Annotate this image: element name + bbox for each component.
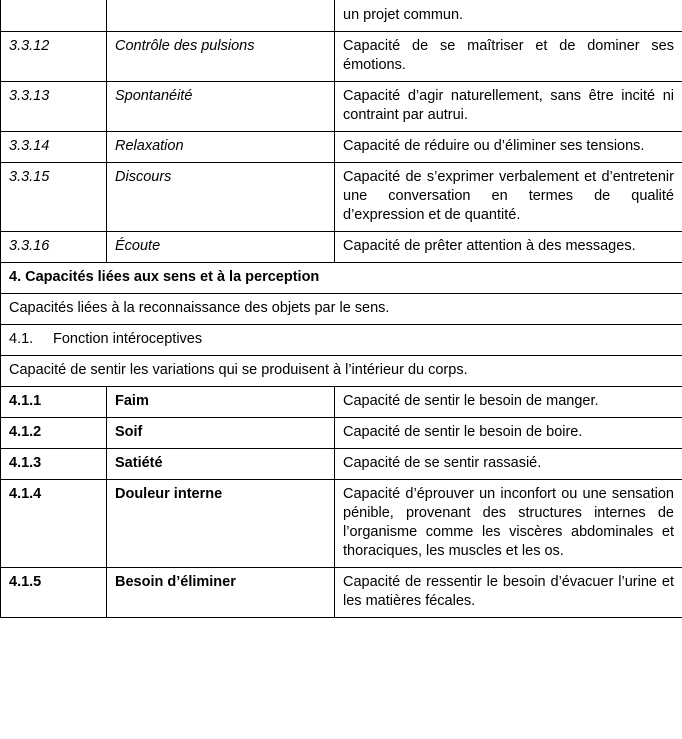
table-row xyxy=(1,418,682,449)
table-row xyxy=(1,480,682,568)
description-cell: Capacité de sentir le besoin de manger. xyxy=(335,387,682,418)
code-cell: 4.1.3 xyxy=(1,449,107,480)
table-row xyxy=(1,132,682,163)
table-row xyxy=(1,0,682,32)
description-cell: Capacité de ressentir le besoin d’évacuer l’urine et les matières fécales. xyxy=(335,568,682,618)
description-cell: Capacité d’agir naturellement, sans être incité ni contraint par autrui. xyxy=(335,82,682,132)
name-cell: Écoute xyxy=(107,232,335,263)
name-cell xyxy=(107,0,335,32)
code-cell: 3.3.16 xyxy=(1,232,107,263)
table-row xyxy=(1,163,682,232)
section-intro-row xyxy=(1,294,682,325)
code-cell: 3.3.15 xyxy=(1,163,107,232)
section-4-1-number: 4.1. xyxy=(9,331,34,347)
section-heading-row xyxy=(1,263,682,294)
description-cell: Capacité de se maîtriser et de dominer ses émotions. xyxy=(335,32,682,82)
code-cell: 4.1.4 xyxy=(1,480,107,568)
section-4-1-title: Fonction intéroceptives xyxy=(53,331,203,347)
subsection-intro-row xyxy=(1,356,682,387)
code-cell: 3.3.14 xyxy=(1,132,107,163)
table-row xyxy=(1,32,682,82)
name-cell: Spontanéité xyxy=(107,82,335,132)
description-cell: Capacité de sentir le besoin de boire. xyxy=(335,418,682,449)
description-cell: un projet commun. xyxy=(335,0,682,32)
description-cell: Capacité de prêter attention à des messages. xyxy=(335,232,682,263)
name-cell: Soif xyxy=(107,418,335,449)
table-row xyxy=(1,387,682,418)
code-cell: 3.3.12 xyxy=(1,32,107,82)
section-4-intro: Capacités liées à la reconnaissance des objets par le sens. xyxy=(1,294,682,325)
name-cell: Contrôle des pulsions xyxy=(107,32,335,82)
table-row xyxy=(1,82,682,132)
description-cell: Capacité d’éprouver un inconfort ou une sensation pénible, provenant des structures internes de l’organisme comme les viscères abdominales et thoraciques, les muscles et les os. xyxy=(335,480,682,568)
code-cell: 4.1.1 xyxy=(1,387,107,418)
section-4-1-intro: Capacité de sentir les variations qui se produisent à l’intérieur du corps. xyxy=(1,356,682,387)
name-cell: Douleur interne xyxy=(107,480,335,568)
subsection-heading-row xyxy=(1,325,682,356)
name-cell: Discours xyxy=(107,163,335,232)
code-cell: 4.1.2 xyxy=(1,418,107,449)
table-row xyxy=(1,449,682,480)
section-4-1-heading xyxy=(1,325,682,356)
name-cell: Satiété xyxy=(107,449,335,480)
name-cell: Relaxation xyxy=(107,132,335,163)
table-row xyxy=(1,568,682,618)
name-cell: Besoin d’éliminer xyxy=(107,568,335,618)
code-cell xyxy=(1,0,107,32)
description-cell: Capacité de se sentir rassasié. xyxy=(335,449,682,480)
code-cell: 4.1.5 xyxy=(1,568,107,618)
name-cell: Faim xyxy=(107,387,335,418)
section-4-heading: 4. Capacités liées aux sens et à la perception xyxy=(1,263,682,294)
code-cell: 3.3.13 xyxy=(1,82,107,132)
table-row xyxy=(1,232,682,263)
description-cell: Capacité de réduire ou d’éliminer ses tensions. xyxy=(335,132,682,163)
description-cell: Capacité de s’exprimer verbalement et d’entretenir une conversation en termes de qualité d’expression et de quantité. xyxy=(335,163,682,232)
